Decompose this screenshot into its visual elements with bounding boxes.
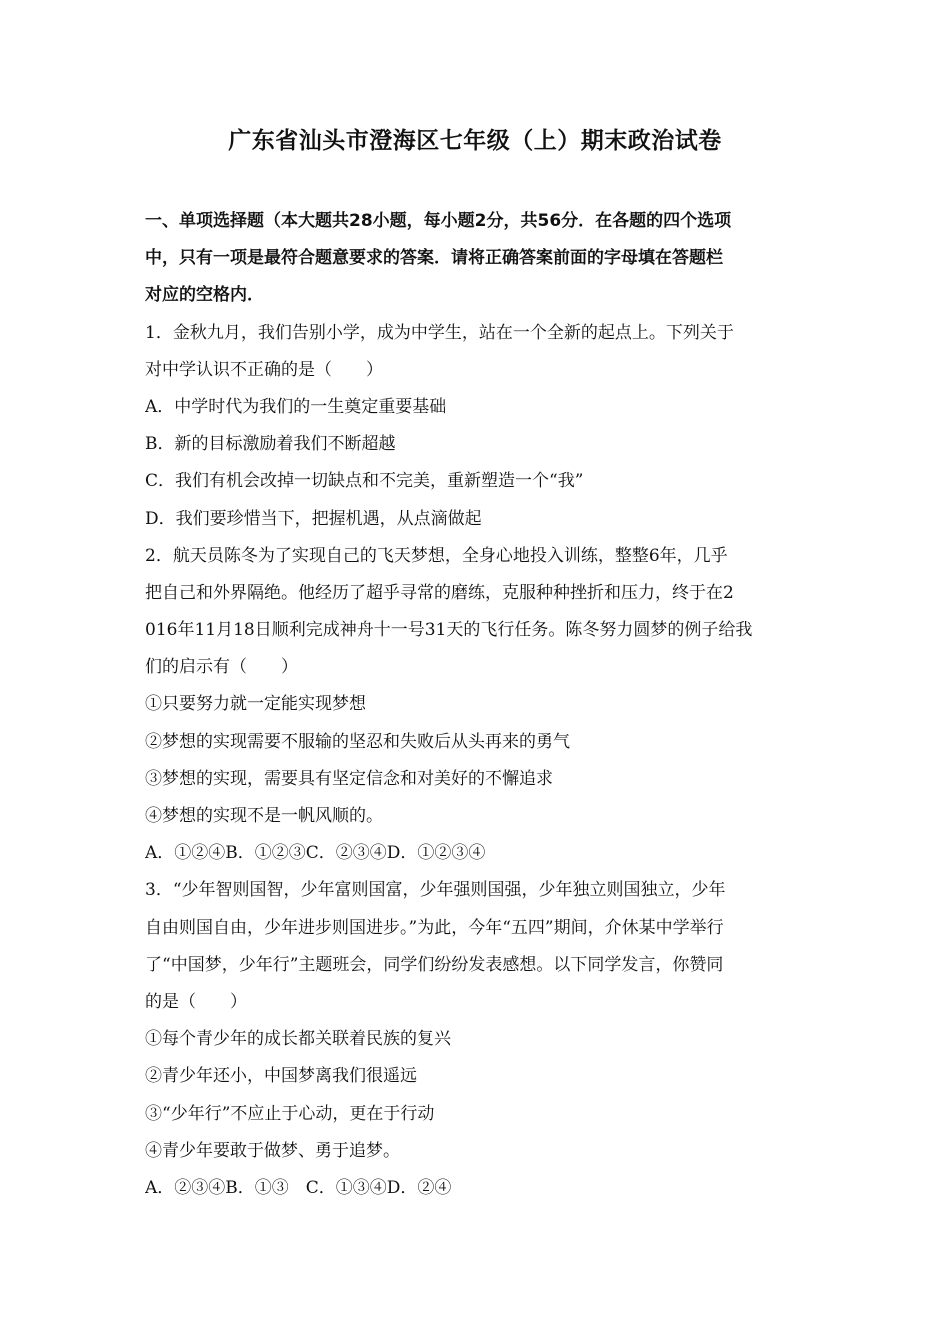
question-stem-line: 1．金秋九月，我们告别小学，成为中学生，站在一个全新的起点上。下列关于 <box>145 322 734 343</box>
section-heading-line: 一、单项选择题（本大题共28小题，每小题2分，共56分．在各题的四个选项 <box>145 211 732 231</box>
section-heading-line: 中，只有一项是最符合题意要求的答案．请将正确答案前面的字母填在答题栏 <box>145 248 723 269</box>
statement-item: ④梦想的实现不是一帆风顺的。 <box>145 806 383 826</box>
answer-options-row: A．②③④B．①③ C．①③④D．②④ <box>145 1177 452 1198</box>
statement-item: ③“少年行”不应止于心动，更在于行动 <box>145 1103 435 1124</box>
question-stem-line: 对中学认识不正确的是（ ） <box>145 359 383 380</box>
statement-item: ②青少年还小，中国梦离我们很遥远 <box>145 1066 417 1087</box>
answer-options-row: A．①②④B．①②③C．②③④D．①②③④ <box>145 843 486 864</box>
answer-option: C．我们有机会改掉一切缺点和不完美，重新塑造一个“我” <box>145 471 584 492</box>
question-3 <box>145 872 810 1207</box>
question-stem-line: 们的启示有（ ） <box>145 657 298 678</box>
question-stem-line: 了“中国梦，少年行”主题班会，同学们纷纷发表感想。以下同学发言，你赞同 <box>145 954 724 975</box>
exam-content <box>145 203 810 1207</box>
question-2 <box>145 538 810 873</box>
statement-item: ①每个青少年的成长都关联着民族的复兴 <box>145 1029 451 1050</box>
page-title: 广东省汕头市澄海区七年级（上）期末政治试卷 <box>228 127 722 154</box>
question-stem-line: 2．航天员陈冬为了实现自己的飞天梦想，全身心地投入训练，整整6年，几乎 <box>145 545 728 566</box>
answer-option: B．新的目标激励着我们不断超越 <box>145 434 396 455</box>
question-stem-line: 自由则国自由，少年进步则国进步。”为此，今年“五四”期间，介休某中学举行 <box>145 917 724 938</box>
question-1 <box>145 315 810 538</box>
statement-item: ③梦想的实现，需要具有坚定信念和对美好的不懈追求 <box>145 768 553 789</box>
section-heading-line: 对应的空格内． <box>145 285 264 306</box>
question-stem-line: 的是（ ） <box>145 991 247 1012</box>
question-stem-line: 把自己和外界隔绝。他经历了超乎寻常的磨练，克服种种挫折和压力，终于在2 <box>145 582 734 603</box>
statement-item: ①只要努力就一定能实现梦想 <box>145 694 366 715</box>
question-stem-line: 3．“少年智则国智，少年富则国富，少年强则国强，少年独立则国独立，少年 <box>145 880 726 901</box>
answer-option: D．我们要珍惜当下，把握机遇，从点滴做起 <box>145 508 482 529</box>
answer-option: A．中学时代为我们的一生奠定重要基础 <box>145 396 447 417</box>
statement-item: ②梦想的实现需要不服输的坚忍和失败后从头再来的勇气 <box>145 731 570 752</box>
section-heading <box>145 203 810 315</box>
question-stem-line: 016年11月18日顺利完成神舟十一号31天的飞行任务。陈冬努力圆梦的例子给我 <box>145 620 753 641</box>
statement-item: ④青少年要敢于做梦、勇于追梦。 <box>145 1140 400 1161</box>
